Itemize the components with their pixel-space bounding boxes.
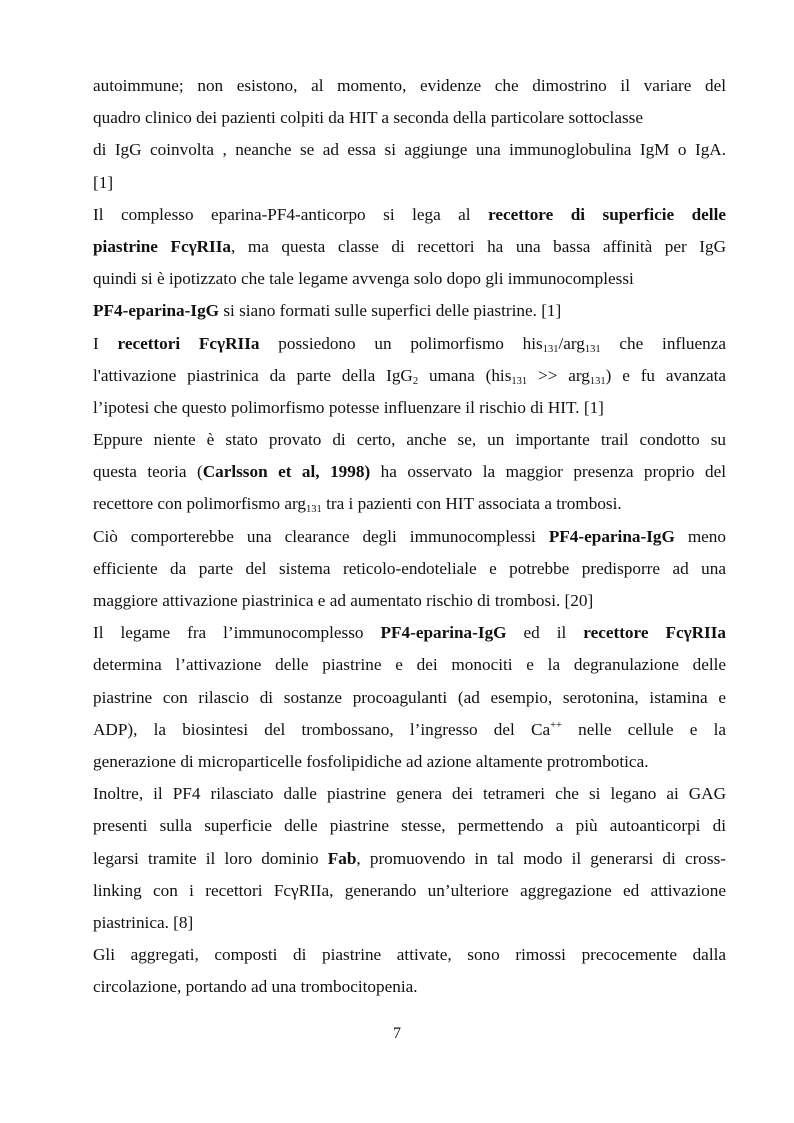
text-line bbox=[93, 714, 726, 746]
text-line bbox=[93, 682, 726, 714]
subscript: 131 bbox=[306, 504, 322, 516]
text-line bbox=[93, 649, 726, 681]
text-line bbox=[93, 231, 726, 263]
text-line bbox=[93, 939, 726, 971]
text-line bbox=[93, 778, 726, 810]
text-segment: efficiente da parte del sistema reticolo-endoteliale e potrebbe predisporre ad una bbox=[93, 558, 726, 578]
text-segment: Il legame fra l’immunocomplesso bbox=[93, 623, 381, 643]
text-segment: legarsi tramite il loro dominio bbox=[93, 848, 328, 868]
text-segment: [1] bbox=[93, 172, 114, 192]
text-line bbox=[93, 746, 726, 778]
text-line bbox=[93, 617, 726, 649]
bold-text: PF4-eparina-IgG bbox=[548, 526, 675, 546]
document-body bbox=[93, 70, 726, 1003]
text-segment: quindi si è ipotizzato che tale legame avvenga solo dopo gli immunocomplessi bbox=[93, 269, 634, 289]
subscript: 2 bbox=[412, 375, 419, 387]
text-line bbox=[93, 295, 726, 327]
bold-text: Carlsson et al, 1998) bbox=[202, 462, 371, 482]
text-segment: possiedono un polimorfismo his bbox=[259, 333, 543, 353]
text-segment: /arg bbox=[558, 333, 585, 353]
subscript: 131 bbox=[584, 343, 601, 355]
text-segment: si siano formati sulle superfici delle piastrine. [1] bbox=[219, 301, 562, 321]
bold-text: piastrine FcγRIIa bbox=[93, 236, 232, 256]
text-segment: I bbox=[93, 333, 118, 353]
text-segment: l’ipotesi che questo polimorfismo potesse influenzare il rischio di HIT. [1] bbox=[93, 397, 604, 417]
text-line bbox=[93, 167, 726, 199]
text-line bbox=[93, 134, 726, 166]
text-segment: recettore con polimorfismo arg bbox=[93, 494, 307, 514]
text-segment: Inoltre, il PF4 rilasciato dalle piastrine genera dei tetrameri che si legano ai GAG bbox=[93, 784, 726, 804]
text-segment: linking con i recettori FcγRIIa, generando un’ulteriore aggregazione ed attivazione bbox=[93, 880, 726, 900]
text-line bbox=[93, 70, 726, 102]
text-line bbox=[93, 328, 726, 360]
text-segment: ) e fu avanzata bbox=[605, 365, 726, 385]
text-line bbox=[93, 456, 726, 488]
text-segment: Il complesso eparina-PF4-anticorpo si lega al bbox=[93, 204, 489, 224]
text-segment: ha osservato la maggior presenza proprio del bbox=[370, 462, 726, 482]
text-segment: generazione di microparticelle fosfolipidiche ad azione altamente protrombotica. bbox=[93, 751, 649, 771]
subscript: 131 bbox=[542, 343, 559, 355]
text-segment: Eppure niente è stato provato di certo, anche se, un importante trail condotto su bbox=[93, 430, 726, 450]
text-segment: piastrinica. [8] bbox=[93, 912, 194, 932]
text-line bbox=[93, 102, 726, 134]
superscript: ++ bbox=[550, 719, 562, 731]
text-segment: maggiore attivazione piastrinica e ad aumentato rischio di trombosi. [20] bbox=[93, 591, 594, 610]
subscript: 131 bbox=[511, 375, 528, 387]
bold-text: Fab bbox=[327, 848, 357, 868]
text-segment: >> arg bbox=[527, 365, 590, 385]
text-line bbox=[93, 907, 726, 939]
bold-text: recettore di superficie delle bbox=[488, 204, 726, 224]
text-line bbox=[93, 360, 726, 392]
text-segment: ed il bbox=[506, 623, 584, 643]
text-segment: che influenza bbox=[600, 333, 726, 353]
text-line bbox=[93, 521, 726, 553]
text-segment: , ma questa classe di recettori ha una bassa affinità per IgG bbox=[231, 236, 726, 256]
text-line bbox=[93, 199, 726, 231]
text-segment: Ciò comporterebbe una clearance degli immunocomplessi bbox=[93, 526, 549, 546]
text-line bbox=[93, 843, 726, 875]
text-line bbox=[93, 810, 726, 842]
page-number: 7 bbox=[393, 1025, 401, 1042]
bold-text: PF4-eparina-IgG bbox=[380, 623, 507, 643]
text-segment: di IgG coinvolta , neanche se ad essa si aggiunge una immunoglobulina IgM o IgA. bbox=[93, 140, 726, 160]
text-line bbox=[93, 553, 726, 585]
bold-text: recettore FcγRIIa bbox=[583, 623, 726, 643]
text-segment: nelle cellule e la bbox=[561, 719, 726, 739]
text-segment: , promuovendo in tal modo il generarsi di cross- bbox=[356, 848, 726, 868]
text-segment: ADP), la biosintesi del trombossano, l’ingresso del Ca bbox=[93, 719, 551, 739]
subscript: 131 bbox=[589, 375, 606, 387]
text-segment: Gli aggregati, composti di piastrine attivate, sono rimossi precocemente dalla bbox=[93, 945, 726, 965]
text-segment: presenti sulla superficie delle piastrine stesse, permettendo a più autoanticorpi di bbox=[93, 816, 726, 836]
text-line bbox=[93, 424, 726, 456]
text-segment: umana (his bbox=[418, 365, 512, 385]
text-segment: circolazione, portando ad una trombocitopenia. bbox=[93, 977, 418, 997]
text-segment: questa teoria ( bbox=[93, 462, 203, 482]
text-line bbox=[93, 488, 726, 520]
text-line bbox=[93, 263, 726, 295]
text-segment: tra i pazienti con HIT associata a trombosi. bbox=[321, 494, 622, 514]
bold-text: PF4-eparina-IgG bbox=[93, 301, 220, 321]
text-segment: determina l’attivazione delle piastrine e dei monociti e la degranulazione delle bbox=[93, 655, 726, 675]
text-segment: l'attivazione piastrinica da parte della IgG bbox=[93, 365, 413, 385]
text-segment: autoimmune; non esistono, al momento, evidenze che dimostrino il variare del bbox=[93, 76, 726, 95]
text-line bbox=[93, 875, 726, 907]
text-line bbox=[93, 392, 726, 424]
bold-text: recettori FcγRIIa bbox=[117, 333, 260, 353]
text-segment: meno bbox=[674, 526, 726, 546]
text-line bbox=[93, 585, 726, 617]
text-segment: quadro clinico dei pazienti colpiti da HIT a seconda della particolare sottoclasse bbox=[93, 108, 643, 128]
text-line bbox=[93, 971, 726, 1003]
text-segment: piastrine con rilascio di sostanze procoagulanti (ad esempio, serotonina, istamina e bbox=[93, 687, 726, 707]
